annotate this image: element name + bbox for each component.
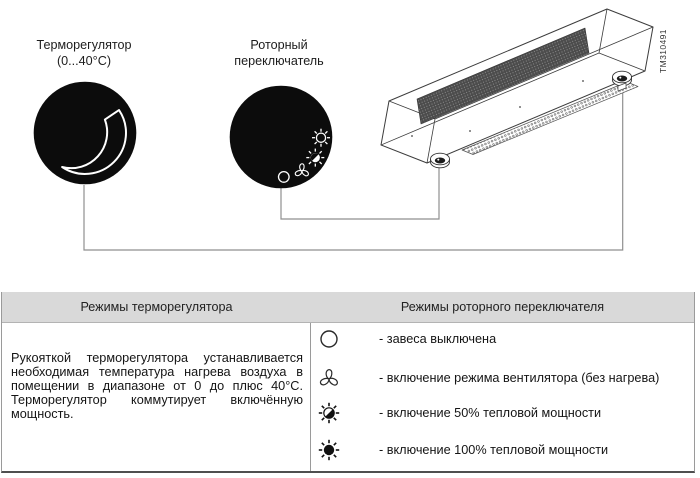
- device-silhouette: [381, 9, 653, 163]
- device-left-knob: [431, 153, 450, 168]
- thermostat-modes-header: Режимы терморегулятора: [80, 300, 233, 314]
- air-curtain-unit: [381, 9, 668, 168]
- rotary-switch-label-line2: переключатель: [234, 53, 324, 68]
- column-divider: [310, 323, 311, 471]
- rotary-switch-label-line1: Роторный: [250, 38, 308, 52]
- mode-label-50-percent: - включение 50% тепловой мощности: [379, 406, 602, 420]
- curtain-off-circle-icon: [316, 326, 342, 352]
- modes-table-header: [2, 292, 694, 323]
- modes-table: [1, 292, 695, 473]
- thermostat-description: Рукояткой терморегулятора устанавливается необходимая температура нагрева воздуха в помещении в диапазоне от 0 до плюс 40°С. Терморегулятор коммутирует включённую мощность.: [11, 351, 303, 421]
- knob-half-power-sun-icon: [306, 149, 324, 167]
- rotary-switch-knob: [229, 85, 333, 189]
- modes-table-body: [2, 323, 694, 471]
- fan-icon: [316, 365, 342, 391]
- mode-label-100-percent: - включение 100% тепловой мощности: [379, 443, 609, 457]
- half-power-sun-icon: [316, 400, 342, 426]
- thermostat-label: [9, 38, 159, 69]
- rotary-modes-header: Режимы роторного переключателя: [400, 300, 605, 314]
- rotary-switch-label: [204, 38, 354, 69]
- full-power-sun-icon: [316, 437, 342, 463]
- mode-label-fan: - включение режима вентилятора (без нагрева): [379, 371, 660, 385]
- thermostat-label-line2: (0...40°С): [56, 53, 112, 68]
- mode-label-off: - завеса выключена: [379, 332, 497, 346]
- thermostat-knob: [33, 81, 137, 185]
- thermostat-label-line1: Терморегулятор: [36, 38, 132, 52]
- device-marking-label: TM310491: [658, 29, 668, 73]
